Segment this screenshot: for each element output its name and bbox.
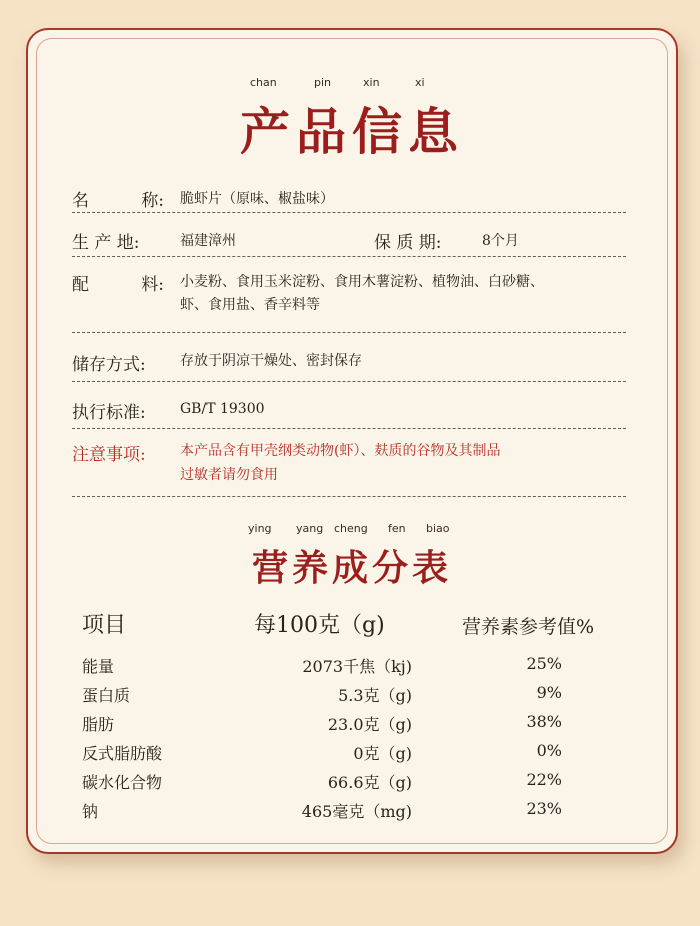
divider [72, 381, 626, 382]
row-nrv: 25% [526, 654, 562, 673]
name-value: 脆虾片（原味、椒盐味） [180, 191, 334, 207]
origin-label: 生 产 地: [72, 233, 140, 253]
product-info-title: 产品信息 [240, 102, 464, 161]
header-per-100g: 每100克（g) [254, 613, 385, 638]
nutrition-facts-title: 营养成分表 [251, 547, 452, 589]
row-nrv: 22% [526, 770, 562, 789]
pinyin-yang: yang [296, 522, 324, 535]
row-nrv: 0% [536, 741, 562, 760]
row-item: 反式脂肪酸 [82, 744, 163, 763]
notice-line-1: 本产品含有甲壳纲类动物(虾）、麸质的谷物及其制品 [180, 443, 501, 459]
header-item: 项目 [82, 613, 127, 638]
divider [72, 256, 626, 257]
name-label-a: 名 [72, 191, 89, 211]
row-item: 钠 [82, 802, 99, 821]
pinyin-ying: ying [248, 522, 272, 535]
row-per100: 23.0克（g) [327, 715, 412, 734]
ingredients-line-2: 虾、食用盐、香辛料等 [180, 297, 320, 313]
origin-value: 福建漳州 [180, 233, 236, 249]
divider [72, 428, 626, 429]
ingredients-label-b: 料: [141, 275, 164, 295]
divider [72, 496, 626, 497]
storage-label: 储存方式: [72, 355, 146, 375]
ingredients-label [72, 270, 164, 295]
pinyin-fen: fen [388, 522, 406, 535]
info-card [26, 28, 678, 854]
ingredients-label-a: 配 [72, 275, 89, 295]
row-item: 能量 [82, 657, 115, 676]
pinyin-pin: pin [314, 76, 332, 89]
ingredients-line-1: 小麦粉、食用玉米淀粉、食用木薯淀粉、植物油、白砂糖、 [180, 274, 544, 290]
row-item: 脂肪 [82, 715, 115, 734]
shelf-life-value: 8个月 [482, 233, 519, 249]
name-label [72, 186, 164, 211]
pinyin-biao: biao [426, 522, 450, 535]
row-per100: 0克（g) [353, 744, 412, 763]
standard-label: 执行标准: [72, 403, 146, 423]
row-per100: 66.6克（g) [327, 773, 412, 792]
row-item: 蛋白质 [82, 686, 131, 705]
row-per100: 2073千焦（kj) [302, 657, 412, 676]
header-nrv: 营养素参考值% [462, 616, 595, 638]
notice-label: 注意事项: [72, 445, 146, 465]
row-nrv: 9% [536, 683, 562, 702]
shelf-life-label: 保 质 期: [374, 233, 442, 253]
pinyin-cheng: cheng [334, 522, 368, 535]
divider [72, 332, 626, 333]
storage-value: 存放于阴凉干燥处、密封保存 [180, 353, 362, 369]
row-per100: 5.3克（g) [338, 686, 412, 705]
pinyin-chan: chan [250, 76, 277, 89]
row-item: 碳水化合物 [82, 773, 163, 792]
standard-value: GB/T 19300 [180, 401, 265, 417]
name-label-b: 称: [141, 191, 164, 211]
notice-line-2: 过敏者请勿食用 [180, 467, 278, 483]
row-per100: 465毫克（mg) [301, 802, 412, 821]
divider [72, 212, 626, 213]
row-nrv: 23% [526, 799, 562, 818]
pinyin-xin: xin [363, 76, 380, 89]
row-nrv: 38% [526, 712, 562, 731]
pinyin-xi: xi [415, 76, 425, 89]
